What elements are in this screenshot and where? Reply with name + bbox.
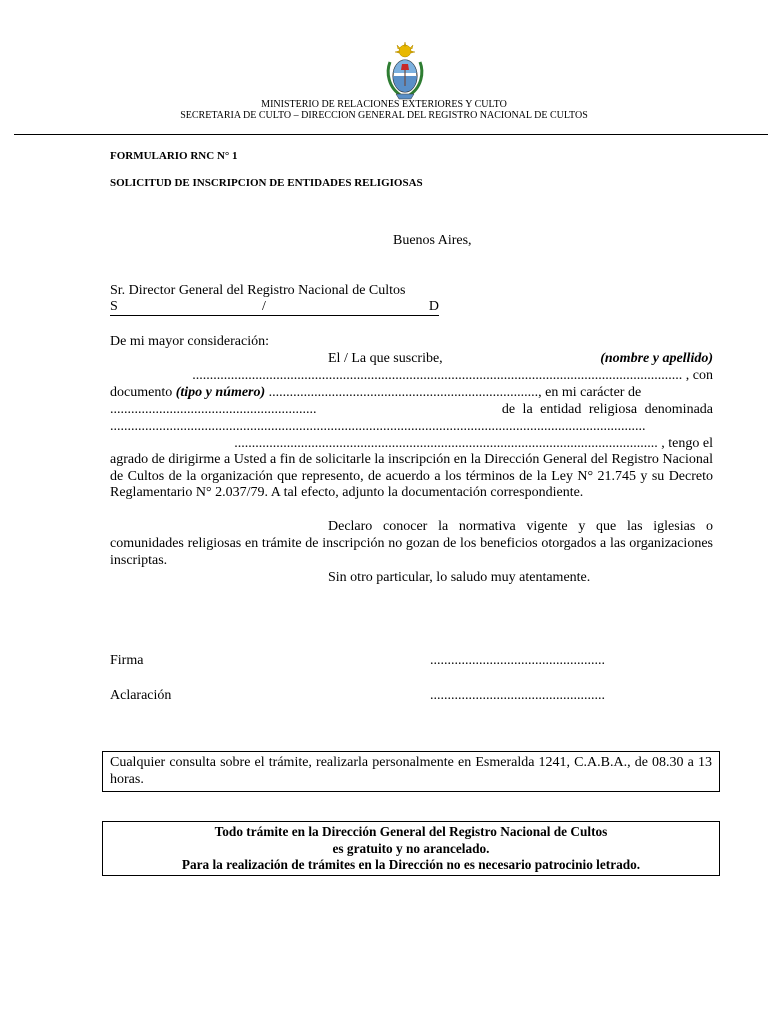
aclaracion-line[interactable]: ..................................................: [430, 688, 605, 703]
greeting: De mi mayor consideración:: [110, 334, 270, 349]
doc-dots: ............................................................................., en mi carácter de: [268, 385, 642, 400]
free-notice-line-2: es gratuito y no arancelado.: [332, 840, 490, 856]
name-label: (nombre y apellido): [600, 351, 713, 366]
fill-line-3: [110, 385, 713, 402]
sd-mid: /: [262, 299, 266, 314]
firma-line[interactable]: ..................................................: [430, 653, 605, 668]
request-paragraph: agrado de dirigirme a Usted a fin de solicitarle la inscripción en la Dirección General del Registro Nacional de Cultos de la organización que represento, de acuerdo a los términos de la Ley N° 21.745 y su Decreto Reglamentario N° 2.037/79. A tal efecto, adjunto la documentación correspondiente.: [110, 452, 713, 501]
fill-line-6: ......................................................................................................................... , tengo el: [234, 436, 713, 451]
ministry-heading: MINISTERIO DE RELACIONES EXTERIORES Y CULTO: [261, 99, 507, 110]
fill-line-4: [110, 402, 713, 419]
entity-label: de la entidad religiosa denominada: [501, 402, 713, 417]
sd-right: D: [428, 299, 439, 314]
documento-label: documento: [110, 385, 173, 400]
consulta-notice: Cualquier consulta sobre el trámite, realizarla personalmente en Esmeralda 1241, C.A.B.A., de 08.30 a 13 horas.: [102, 751, 720, 792]
firma-label: Firma: [110, 653, 144, 668]
declaration-paragraph: comunidades religiosas en trámite de inscripción no gozan de los beneficios otorgados a las organizaciones inscriptas.: [110, 536, 713, 568]
doc-type-label: (tipo y número): [175, 385, 266, 400]
free-notice-line-1: Todo trámite en la Dirección General del Registro Nacional de Cultos: [214, 824, 608, 839]
form-number: FORMULARIO RNC N° 1: [110, 150, 238, 162]
fill-line-2: ............................................................................................................................................ , con: [192, 368, 713, 383]
free-notice-line-3: Para la realización de trámites en la Dirección no es necesario patrocinio letrado.: [181, 857, 641, 872]
free-service-notice: [102, 821, 720, 876]
fill-line-5: .........................................................................................................................................................: [110, 419, 646, 434]
place-date: Buenos Aires,: [393, 233, 472, 248]
sd-left: S: [110, 299, 118, 314]
role-dots: ...........................................................: [110, 402, 317, 417]
addressee: Sr. Director General del Registro Nacional de Cultos: [110, 283, 406, 298]
aclaracion-label: Aclaración: [110, 688, 172, 703]
sd-line: [110, 299, 439, 316]
form-title: SOLICITUD DE INSCRIPCION DE ENTIDADES RELIGIOSAS: [110, 177, 423, 189]
declaration-first-line: Declaro conocer la normativa vigente y que las iglesias o: [328, 519, 713, 534]
subscriber-text: El / La que suscribe,: [328, 351, 443, 366]
closing-line: Sin otro particular, lo saludo muy atentamente.: [328, 570, 591, 585]
header-divider: [14, 134, 768, 135]
secretariat-heading: SECRETARIA DE CULTO – DIRECCION GENERAL DEL REGISTRO NACIONAL DE CULTOS: [180, 110, 588, 121]
argentina-coat-of-arms-icon: [382, 42, 428, 102]
fill-line-1: [328, 351, 713, 368]
